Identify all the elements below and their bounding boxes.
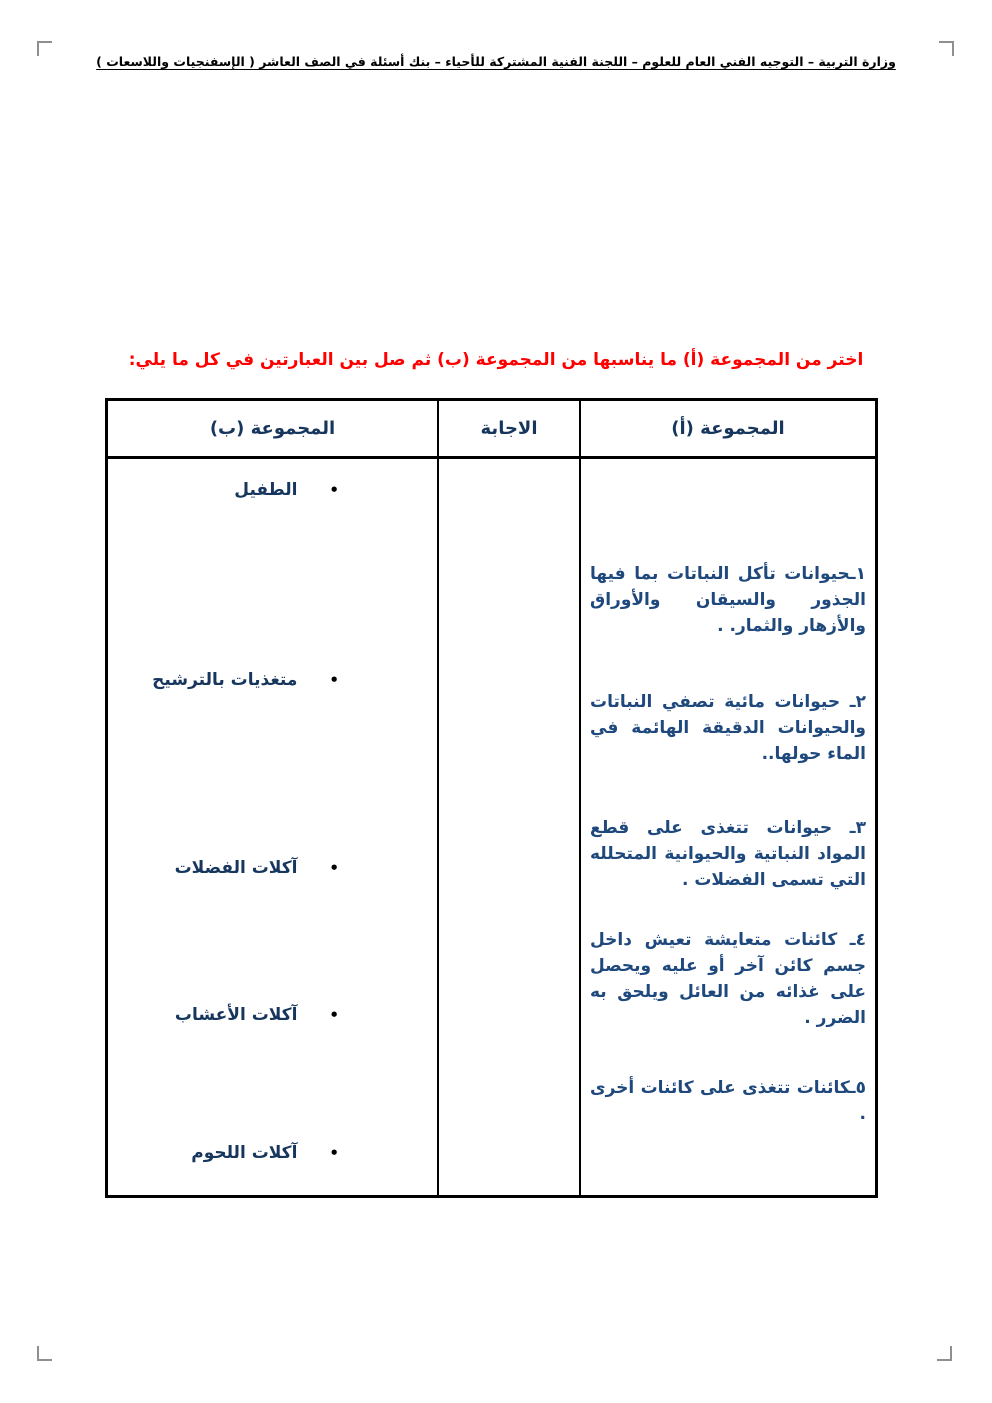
bullet-icon: • — [329, 481, 339, 499]
group-a-item-5: ٥ـكائنات تتغذى على كائنات أخرى . — [590, 1078, 866, 1124]
matching-table — [105, 398, 878, 1198]
corner-mark-bottom-left — [37, 1346, 52, 1361]
table-body-row — [108, 459, 875, 1195]
group-b-item-1 — [108, 477, 437, 503]
header-cell-group-a: المجموعة (أ) — [579, 401, 875, 456]
group-a-item-1: ١ـحيوانات تأكل النباتات بما فيها الجذور والسيقان والأوراق والأزهار والثمار. . — [590, 564, 866, 636]
table-header-row — [108, 401, 875, 459]
group-b-item-4 — [108, 1002, 437, 1028]
bullet-icon: • — [329, 859, 339, 877]
group-b-item-label: آكلات الفضلات — [174, 858, 298, 878]
bullet-icon: • — [329, 1006, 339, 1024]
document-header — [0, 54, 992, 69]
question-instruction-title — [0, 350, 992, 370]
answer-column-cell[interactable] — [437, 459, 579, 1195]
bullet-icon: • — [329, 1144, 339, 1162]
group-b-item-label: آكلات الأعشاب — [174, 1005, 298, 1025]
group-b-item-label: آكلات اللحوم — [191, 1143, 298, 1163]
group-b-item-5 — [108, 1140, 437, 1166]
corner-mark-bottom-right — [937, 1346, 952, 1361]
group-b-column — [108, 459, 437, 1195]
header-cell-answer: الاجابة — [437, 401, 579, 456]
group-b-item-label: الطفيل — [234, 480, 298, 500]
header-cell-group-b: المجموعة (ب) — [209, 418, 336, 439]
group-a-item-2: ٢ـ حيوانات مائية تصفي النباتات والحيوانات الدقيقة الهائمة في الماء حولها.. — [590, 692, 866, 764]
group-a-item-4: ٤ـ كائنات متعايشة تعيش داخل جسم كائن آخر أو عليه ويحصل على غذائه من العائل ويلحق به الضرر . — [590, 930, 866, 1028]
group-b-item-2 — [108, 667, 437, 693]
group-a-column — [579, 459, 875, 1195]
question-instruction-text: اختر من المجموعة (أ) ما يناسبها من المجموعة (ب) ثم صل بين العبارتين في كل ما يلي: — [128, 350, 864, 370]
document-header-text: وزارة التربية – التوجيه الفني العام للعلوم – اللجنة الفنية المشتركة للأحياء – بنك أسئلة في الصف العاشر ( الإسفنجيات واللاسعات ) — [96, 54, 896, 69]
group-b-item-3 — [108, 855, 437, 881]
group-b-item-label: متغذيات بالترشيح — [152, 670, 298, 690]
group-a-item-3: ٣ـ حيوانات تتغذى على قطع المواد النباتية والحيوانية المتحلله التي تسمى الفضلات . — [590, 818, 866, 890]
bullet-icon: • — [329, 671, 339, 689]
